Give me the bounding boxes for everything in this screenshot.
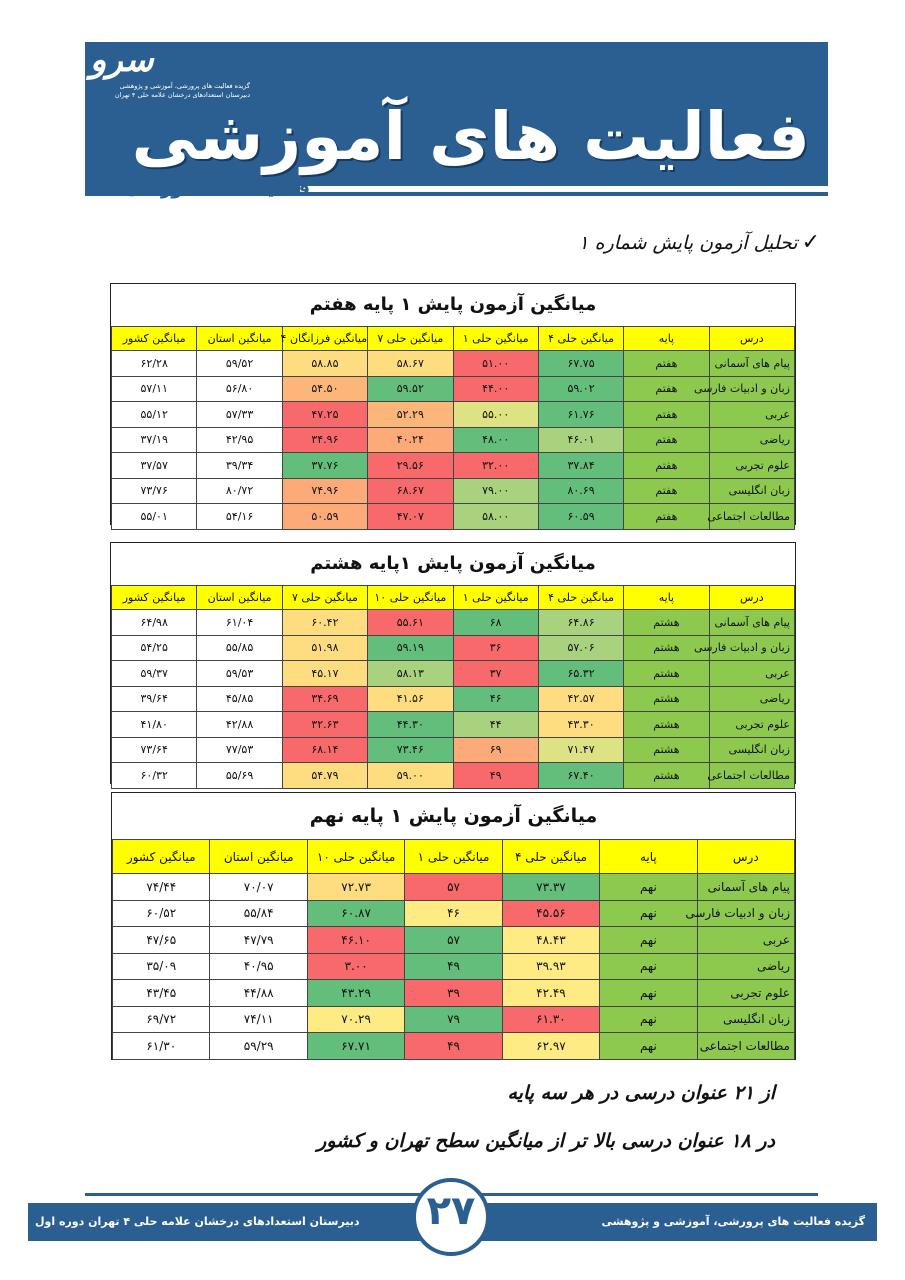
score-cell: ۵۹/۵۲ <box>197 351 282 377</box>
note-above-average: در ۱۸ عنوان درسی بالا تر از میانگین سطح تهران و کشور <box>317 1130 775 1152</box>
subject-cell: عربی <box>697 927 794 954</box>
grade-cell: هشتم <box>624 635 709 661</box>
data-table <box>112 839 795 1060</box>
subject-cell: پیام های آسمانی <box>709 610 794 636</box>
score-cell: ۷۳/۷۶ <box>112 478 197 504</box>
subject-cell: مطالعات اجتماعی <box>709 504 794 530</box>
table-header-row <box>112 586 795 610</box>
score-cell: ۵۷ <box>405 927 502 954</box>
score-cell: ۷۷/۵۳ <box>197 737 282 763</box>
score-cell: ۳۲.۶۳ <box>282 712 367 738</box>
score-cell: ۵۴.۷۹ <box>282 763 367 789</box>
table-header-row <box>113 840 795 874</box>
score-cell: ۷۳.۳۷ <box>502 874 599 901</box>
score-cell: ۶۰/۵۲ <box>113 900 210 927</box>
section-heading-text: تحلیل آزمون پایش شماره ۱ <box>578 232 798 254</box>
score-cell: ۴۲/۹۵ <box>197 427 282 453</box>
score-cell: ۵۱.۹۸ <box>282 635 367 661</box>
score-cell: ۶۰.۸۷ <box>307 900 404 927</box>
grade-cell: هفتم <box>624 478 709 504</box>
table-row <box>112 763 795 789</box>
column-header: میانگین کشور <box>113 840 210 874</box>
check-icon: ✓ <box>801 230 820 255</box>
column-header: میانگین حلی ۷ <box>368 327 453 351</box>
page-title: فعالیت های آموزشی <box>131 98 810 175</box>
table-header-row <box>112 327 795 351</box>
logo: سرو <box>90 40 154 80</box>
score-cell: ۴۳.۲۹ <box>307 980 404 1007</box>
table-row <box>113 1033 795 1060</box>
score-cell: ۴۳/۴۵ <box>113 980 210 1007</box>
score-cell: ۸۰.۶۹ <box>538 478 623 504</box>
data-table <box>111 326 795 530</box>
score-cell: ۵۲.۲۹ <box>368 402 453 428</box>
score-cell: ۵۴/۱۶ <box>197 504 282 530</box>
score-cell: ۳۴.۹۶ <box>282 427 367 453</box>
subject-cell: مطالعات اجتماعی <box>709 763 794 789</box>
section-heading <box>578 230 820 255</box>
score-cell: ۴۲/۸۸ <box>197 712 282 738</box>
score-cell: ۵۵.۰۰ <box>453 402 538 428</box>
score-cell: ۴۵.۵۶ <box>502 900 599 927</box>
table-grade-9 <box>111 792 796 1060</box>
score-cell: ۶۲/۲۸ <box>112 351 197 377</box>
subject-cell: زبان انگلیسی <box>709 737 794 763</box>
table-row <box>112 635 795 661</box>
score-cell: ۵۵/۶۹ <box>197 763 282 789</box>
column-header: درس <box>709 586 794 610</box>
score-cell: ۳۹/۳۴ <box>197 453 282 479</box>
score-cell: ۴۵.۱۷ <box>282 661 367 687</box>
grade-cell: هفتم <box>624 504 709 530</box>
subject-cell: زبان انگلیسی <box>697 1006 794 1033</box>
score-cell: ۳۷ <box>453 661 538 687</box>
column-header: میانگین حلی ۷ <box>282 586 367 610</box>
score-cell: ۵۰.۵۹ <box>282 504 367 530</box>
score-cell: ۶۷.۷۵ <box>538 351 623 377</box>
score-cell: ۶۹/۷۲ <box>113 1006 210 1033</box>
score-cell: ۵۴.۵۰ <box>282 376 367 402</box>
score-cell: ۴۰/۹۵ <box>210 953 307 980</box>
score-cell: ۶۸ <box>453 610 538 636</box>
score-cell: ۲۹.۵۶ <box>368 453 453 479</box>
score-cell: ۵۱.۰۰ <box>453 351 538 377</box>
table-row <box>113 874 795 901</box>
score-cell: ۴۵/۸۵ <box>197 686 282 712</box>
table-row <box>113 927 795 954</box>
grade-cell: هفتم <box>624 351 709 377</box>
table-row <box>113 1006 795 1033</box>
score-cell: ۷۹.۰۰ <box>453 478 538 504</box>
column-header: میانگین حلی ۴ <box>538 327 623 351</box>
header-divider <box>300 186 828 192</box>
table-row <box>112 478 795 504</box>
grade-cell: هشتم <box>624 661 709 687</box>
grade-cell: نهم <box>600 874 697 901</box>
table-row <box>112 661 795 687</box>
page-subtitle: فعالیت های آموزشی <box>125 178 311 199</box>
data-table <box>111 585 795 789</box>
score-cell: ۴۶ <box>453 686 538 712</box>
grade-cell: نهم <box>600 953 697 980</box>
table-row <box>112 351 795 377</box>
score-cell: ۵۵/۸۴ <box>210 900 307 927</box>
grade-cell: هفتم <box>624 427 709 453</box>
score-cell: ۳۹/۶۴ <box>112 686 197 712</box>
score-cell: ۵۸.۶۷ <box>368 351 453 377</box>
subject-cell: زبان و ادبیات فارسی <box>697 900 794 927</box>
subject-cell: پیام های آسمانی <box>697 874 794 901</box>
subject-cell: عربی <box>709 402 794 428</box>
score-cell: ۶۲.۹۷ <box>502 1033 599 1060</box>
score-cell: ۳۵/۰۹ <box>113 953 210 980</box>
score-cell: ۴۲.۴۹ <box>502 980 599 1007</box>
logo-subtitle-line2: دبیرستان استعدادهای درخشان علامه حلی ۴ تهران <box>114 91 250 99</box>
score-cell: ۵۷/۳۳ <box>197 402 282 428</box>
score-cell: ۵۵/۰۱ <box>112 504 197 530</box>
subject-cell: عربی <box>709 661 794 687</box>
score-cell: ۷۴/۴۴ <box>113 874 210 901</box>
subject-cell: زبان و ادبیات فارسی <box>709 376 794 402</box>
column-header: میانگین حلی ۱۰ <box>368 586 453 610</box>
grade-cell: هشتم <box>624 610 709 636</box>
page-number: ۲۷ <box>426 1188 476 1234</box>
table-grade-8 <box>110 542 796 784</box>
table-row <box>112 737 795 763</box>
score-cell: ۵۹/۲۹ <box>210 1033 307 1060</box>
score-cell: ۵۷/۱۱ <box>112 376 197 402</box>
score-cell: ۳۴.۶۹ <box>282 686 367 712</box>
subject-cell: زبان و ادبیات فارسی <box>709 635 794 661</box>
score-cell: ۴۱/۸۰ <box>112 712 197 738</box>
column-header: میانگین حلی ۴ <box>538 586 623 610</box>
column-header: میانگین استان <box>210 840 307 874</box>
score-cell: ۵۹.۰۰ <box>368 763 453 789</box>
score-cell: ۴۷/۷۹ <box>210 927 307 954</box>
subject-cell: ریاضی <box>709 686 794 712</box>
column-header: میانگین حلی ۱ <box>453 327 538 351</box>
score-cell: ۴۶ <box>405 900 502 927</box>
score-cell: ۶۱.۳۰ <box>502 1006 599 1033</box>
score-cell: ۶۹ <box>453 737 538 763</box>
score-cell: ۴۷.۲۵ <box>282 402 367 428</box>
score-cell: ۴۹ <box>405 1033 502 1060</box>
score-cell: ۵۵/۸۵ <box>197 635 282 661</box>
score-cell: ۶۵.۳۲ <box>538 661 623 687</box>
column-header: میانگین استان <box>197 586 282 610</box>
grade-cell: هفتم <box>624 453 709 479</box>
score-cell: ۴۸.۴۳ <box>502 927 599 954</box>
score-cell: ۶۱/۰۴ <box>197 610 282 636</box>
grade-cell: هشتم <box>624 737 709 763</box>
column-header: میانگین فرزانگان ۴ <box>282 327 367 351</box>
score-cell: ۵۵/۱۲ <box>112 402 197 428</box>
grade-cell: هشتم <box>624 686 709 712</box>
score-cell: ۷۴/۱۱ <box>210 1006 307 1033</box>
table-row <box>112 712 795 738</box>
subject-cell: ریاضی <box>709 427 794 453</box>
score-cell: ۴۹ <box>405 953 502 980</box>
score-cell: ۴۱.۵۶ <box>368 686 453 712</box>
score-cell: ۷۴.۹۶ <box>282 478 367 504</box>
score-cell: ۶۴.۸۶ <box>538 610 623 636</box>
table-row <box>112 402 795 428</box>
grade-cell: نهم <box>600 1033 697 1060</box>
score-cell: ۷۳/۶۴ <box>112 737 197 763</box>
score-cell: ۳۷/۵۷ <box>112 453 197 479</box>
score-cell: ۶۱.۷۶ <box>538 402 623 428</box>
score-cell: ۶۱/۳۰ <box>113 1033 210 1060</box>
column-header: میانگین کشور <box>112 586 197 610</box>
score-cell: ۷۱.۴۷ <box>538 737 623 763</box>
table-row <box>112 453 795 479</box>
score-cell: ۳۷.۸۴ <box>538 453 623 479</box>
score-cell: ۶۸.۶۷ <box>368 478 453 504</box>
grade-cell: هفتم <box>624 402 709 428</box>
score-cell: ۶۰.۴۲ <box>282 610 367 636</box>
score-cell: ۳.۰۰ <box>307 953 404 980</box>
score-cell: ۴۴.۰۰ <box>453 376 538 402</box>
column-header: میانگین کشور <box>112 327 197 351</box>
subject-cell: مطالعات اجتماعی <box>697 1033 794 1060</box>
subject-cell: علوم تجربی <box>697 980 794 1007</box>
score-cell: ۳۷/۱۹ <box>112 427 197 453</box>
score-cell: ۳۲.۰۰ <box>453 453 538 479</box>
score-cell: ۵۹.۵۲ <box>368 376 453 402</box>
table-row <box>112 504 795 530</box>
score-cell: ۵۹.۱۹ <box>368 635 453 661</box>
grade-cell: نهم <box>600 980 697 1007</box>
subject-cell: زبان انگلیسی <box>709 478 794 504</box>
score-cell: ۴۹ <box>453 763 538 789</box>
column-header: درس <box>697 840 794 874</box>
score-cell: ۴۶.۰۱ <box>538 427 623 453</box>
score-cell: ۳۹ <box>405 980 502 1007</box>
grade-cell: هفتم <box>624 376 709 402</box>
grade-cell: نهم <box>600 1006 697 1033</box>
column-header: میانگین حلی ۴ <box>502 840 599 874</box>
subject-cell: ریاضی <box>697 953 794 980</box>
column-header: پایه <box>624 586 709 610</box>
score-cell: ۴۴/۸۸ <box>210 980 307 1007</box>
score-cell: ۴۰.۲۴ <box>368 427 453 453</box>
table-row <box>112 610 795 636</box>
column-header: درس <box>709 327 794 351</box>
table-row <box>112 686 795 712</box>
subject-cell: علوم تجربی <box>709 712 794 738</box>
score-cell: ۶۴/۹۸ <box>112 610 197 636</box>
grade-cell: نهم <box>600 900 697 927</box>
score-cell: ۷۰.۲۹ <box>307 1006 404 1033</box>
column-header: پایه <box>624 327 709 351</box>
subtitle-dash <box>85 189 115 193</box>
table-title: میانگین آزمون پایش ۱پایه هشتم <box>310 553 596 574</box>
column-header: میانگین حلی ۱۰ <box>307 840 404 874</box>
subject-cell: پیام های آسمانی <box>709 351 794 377</box>
score-cell: ۳۷.۷۶ <box>282 453 367 479</box>
score-cell: ۷۳.۴۶ <box>368 737 453 763</box>
column-header: میانگین استان <box>197 327 282 351</box>
table-row <box>112 427 795 453</box>
table-title: میانگین آزمون پایش ۱ پایه نهم <box>309 805 598 827</box>
column-header: پایه <box>600 840 697 874</box>
score-cell: ۵۷ <box>405 874 502 901</box>
score-cell: ۵۹/۳۷ <box>112 661 197 687</box>
table-title: میانگین آزمون پایش ۱ پایه هفتم <box>309 294 597 315</box>
score-cell: ۶۰/۳۲ <box>112 763 197 789</box>
score-cell: ۴۲.۵۷ <box>538 686 623 712</box>
score-cell: ۶۰.۵۹ <box>538 504 623 530</box>
score-cell: ۷۹ <box>405 1006 502 1033</box>
logo-subtitle-line1: گزیده فعالیت های پرورشی، آموزشی و پژوهشی <box>119 82 250 90</box>
grade-cell: هشتم <box>624 712 709 738</box>
table-row <box>113 953 795 980</box>
score-cell: ۴۸.۰۰ <box>453 427 538 453</box>
score-cell: ۸۰/۷۲ <box>197 478 282 504</box>
grade-cell: نهم <box>600 927 697 954</box>
score-cell: ۴۷.۰۷ <box>368 504 453 530</box>
score-cell: ۷۰/۰۷ <box>210 874 307 901</box>
column-header: میانگین حلی ۱ <box>405 840 502 874</box>
score-cell: ۶۷.۴۰ <box>538 763 623 789</box>
score-cell: ۳۹.۹۳ <box>502 953 599 980</box>
score-cell: ۵۵.۶۱ <box>368 610 453 636</box>
column-header: میانگین حلی ۱ <box>453 586 538 610</box>
score-cell: ۴۷/۶۵ <box>113 927 210 954</box>
score-cell: ۴۴ <box>453 712 538 738</box>
score-cell: ۴۴.۳۰ <box>368 712 453 738</box>
footer-school-name: دبیرستان استعدادهای درخشان علامه حلی ۴ تهران دوره اول <box>35 1215 360 1228</box>
score-cell: ۵۸.۸۵ <box>282 351 367 377</box>
score-cell: ۴۶.۱۰ <box>307 927 404 954</box>
table-row <box>112 376 795 402</box>
score-cell: ۵۸.۰۰ <box>453 504 538 530</box>
footer-publication-name: گزیده فعالیت های پرورشی، آموزشی و پژوهشی <box>601 1215 865 1228</box>
score-cell: ۵۸.۱۳ <box>368 661 453 687</box>
score-cell: ۴۳.۳۰ <box>538 712 623 738</box>
score-cell: ۳۶ <box>453 635 538 661</box>
table-row <box>113 900 795 927</box>
subject-cell: علوم تجربی <box>709 453 794 479</box>
score-cell: ۵۶/۸۰ <box>197 376 282 402</box>
score-cell: ۵۴/۲۵ <box>112 635 197 661</box>
score-cell: ۵۹/۵۳ <box>197 661 282 687</box>
score-cell: ۶۸.۱۴ <box>282 737 367 763</box>
score-cell: ۷۲.۷۳ <box>307 874 404 901</box>
score-cell: ۵۹.۰۲ <box>538 376 623 402</box>
table-row <box>113 980 795 1007</box>
score-cell: ۶۷.۷۱ <box>307 1033 404 1060</box>
score-cell: ۵۷.۰۶ <box>538 635 623 661</box>
table-grade-7 <box>110 283 796 525</box>
note-total-subjects: از ۲۱ عنوان درسی در هر سه پایه <box>507 1082 775 1104</box>
grade-cell: هشتم <box>624 763 709 789</box>
